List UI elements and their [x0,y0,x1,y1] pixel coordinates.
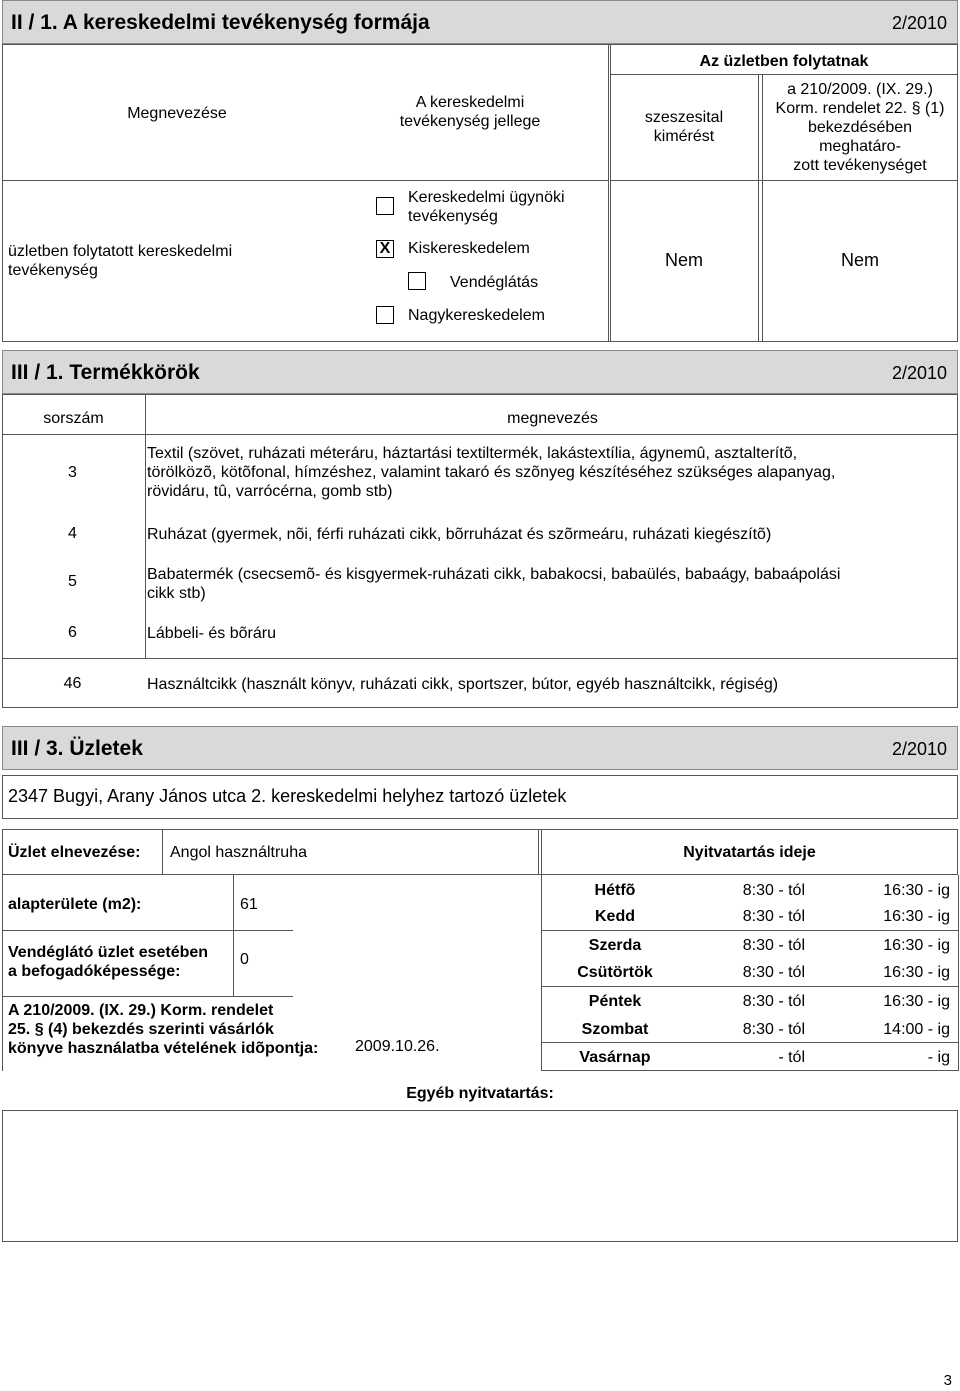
day-from: 8:30 - tól [742,882,805,899]
product-line: rövidáru, tû, varrócérna, gomb stb) [147,483,393,500]
capacity-line: a befogadóképessége: [8,963,181,980]
day-from: 8:30 - tól [742,964,805,981]
product-num: 46 [63,675,82,692]
day-label: Csütörtök [577,964,653,981]
wholesale-checkbox[interactable] [376,306,394,324]
agent-checkbox[interactable] [376,197,394,215]
logbook-line: könyve használatba vételének idõpontja: [8,1040,319,1057]
day-to: 16:30 - ig [883,993,950,1010]
section-year: 2/2010 [891,13,947,33]
day-from: 8:30 - tól [742,993,805,1010]
section-year: 2/2010 [891,363,947,383]
col-nature-header [370,93,570,131]
col-store-header: Az üzletben folytatnak [699,53,869,70]
day-label: Vasárnap [579,1049,651,1066]
option-line: Kereskedelmi ügynöki [408,189,565,206]
col-product-header: megnevezés [507,410,598,427]
shop-name-value: Angol használtruha [170,844,307,861]
col-nature-line: tevékenység jellege [399,113,541,130]
col-alcohol-line: kimérést [653,128,715,145]
product-num: 6 [68,624,77,641]
product-line: Textil (szövet, ruházati méteráru, háztartási textiltermék, lakástextília, ágynemû, asztalterítõ, [147,445,798,462]
day-to: 16:30 - ig [883,908,950,925]
col-decree-line: Korm. rendelet 22. § (1) [775,100,945,117]
col-decree-header [762,80,958,175]
product-line: cikk stb) [147,585,206,602]
section-title: III / 3. Üzletek [11,737,143,760]
day-to: 16:30 - ig [883,882,950,899]
day-label: Péntek [588,993,642,1010]
logbook-line: A 210/2009. (IX. 29.) Korm. rendelet [8,1002,274,1019]
day-to: 14:00 - ig [883,1021,950,1038]
day-from: 8:30 - tól [742,1021,805,1038]
other-hours-box[interactable] [2,1110,958,1242]
section-year: 2/2010 [891,739,947,759]
section-header [2,0,958,44]
retail-option-label: Kiskereskedelem [408,240,530,257]
day-to: 16:30 - ig [883,937,950,954]
product-name: Lábbeli- és bõráru [147,625,276,642]
product-num: 3 [68,464,77,481]
col-alcohol-line: szeszesital [644,109,724,126]
option-line: tevékenység [408,208,498,225]
logbook-line: 25. § (4) bekezdés szerinti vásárlók [8,1021,274,1038]
section-title: III / 1. Termékkörök [11,361,200,384]
day-to: - ig [927,1049,950,1066]
alcohol-value: Nem [664,250,703,270]
product-name: Használtcikk (használt könyv, ruházati cikk, sportszer, bútor, egyéb használtcikk, régiség) [147,676,779,693]
day-to: 16:30 - ig [883,964,950,981]
page-number: 3 [943,1372,952,1389]
address-line: 2347 Bugyi, Arany János utca 2. kereskedelmi helyhez tartozó üzletek [8,786,567,806]
col-num-header: sorszám [43,410,104,427]
capacity-line: Vendéglátó üzlet esetében [8,944,209,961]
area-label: alapterülete (m2): [8,896,142,913]
col-alcohol-header [610,108,758,146]
col-decree-line: meghatáro- [819,138,901,155]
agent-option-label [408,188,565,226]
day-label: Szombat [581,1021,649,1038]
logbook-label [8,1001,318,1058]
product-name [147,565,840,603]
opening-hours-label: Nyitvatartás ideje [683,844,816,861]
area-value: 61 [240,896,258,913]
product-name: Ruházat (gyermek, nõi, férfi ruházati cikk, bõrruházat és szõrmeáru, ruházati kiegészítõ) [147,526,772,543]
day-from: 8:30 - tól [742,937,805,954]
day-label: Kedd [595,908,635,925]
day-from: - tól [778,1049,805,1066]
product-line: törölközõ, kötõfonal, hímzéshez, valamint takaró és szõnyeg készítéséhez szükséges alapanyag, [147,464,836,481]
col-decree-line: a 210/2009. (IX. 29.) [787,81,933,98]
shop-name-label: Üzlet elnevezése: [8,844,141,861]
retail-checkbox[interactable]: X [376,240,394,258]
decree-value: Nem [840,250,879,270]
row-label [8,242,232,280]
catering-checkbox[interactable] [408,272,426,290]
day-from: 8:30 - tól [742,908,805,925]
section-header [2,726,958,770]
section-header [2,350,958,394]
col-decree-line: zott tevékenységet [793,157,927,174]
row-label-line: üzletben folytatott kereskedelmi [8,243,233,260]
wholesale-option-label: Nagykereskedelem [408,307,545,324]
col-name-header: Megnevezése [127,105,227,122]
product-num: 4 [68,525,77,542]
section-title: II / 1. A kereskedelmi tevékenység formája [11,11,430,34]
capacity-label [8,943,208,981]
col-nature-line: A kereskedelmi [415,94,525,111]
catering-option-label: Vendéglátás [450,274,539,291]
row-label-line: tevékenység [8,262,98,279]
product-name [147,444,835,501]
product-line: Babatermék (csecsemõ- és kisgyermek-ruházati cikk, babakocsi, babaülés, babaágy, babaápolási [147,566,841,583]
product-num: 5 [68,573,77,590]
logbook-date: 2009.10.26. [355,1038,440,1055]
col-decree-line: bekezdésében [807,119,913,136]
day-label: Szerda [588,937,642,954]
other-hours-label: Egyéb nyitvatartás: [406,1085,554,1102]
capacity-value: 0 [240,951,249,968]
day-label: Hétfõ [594,882,636,899]
